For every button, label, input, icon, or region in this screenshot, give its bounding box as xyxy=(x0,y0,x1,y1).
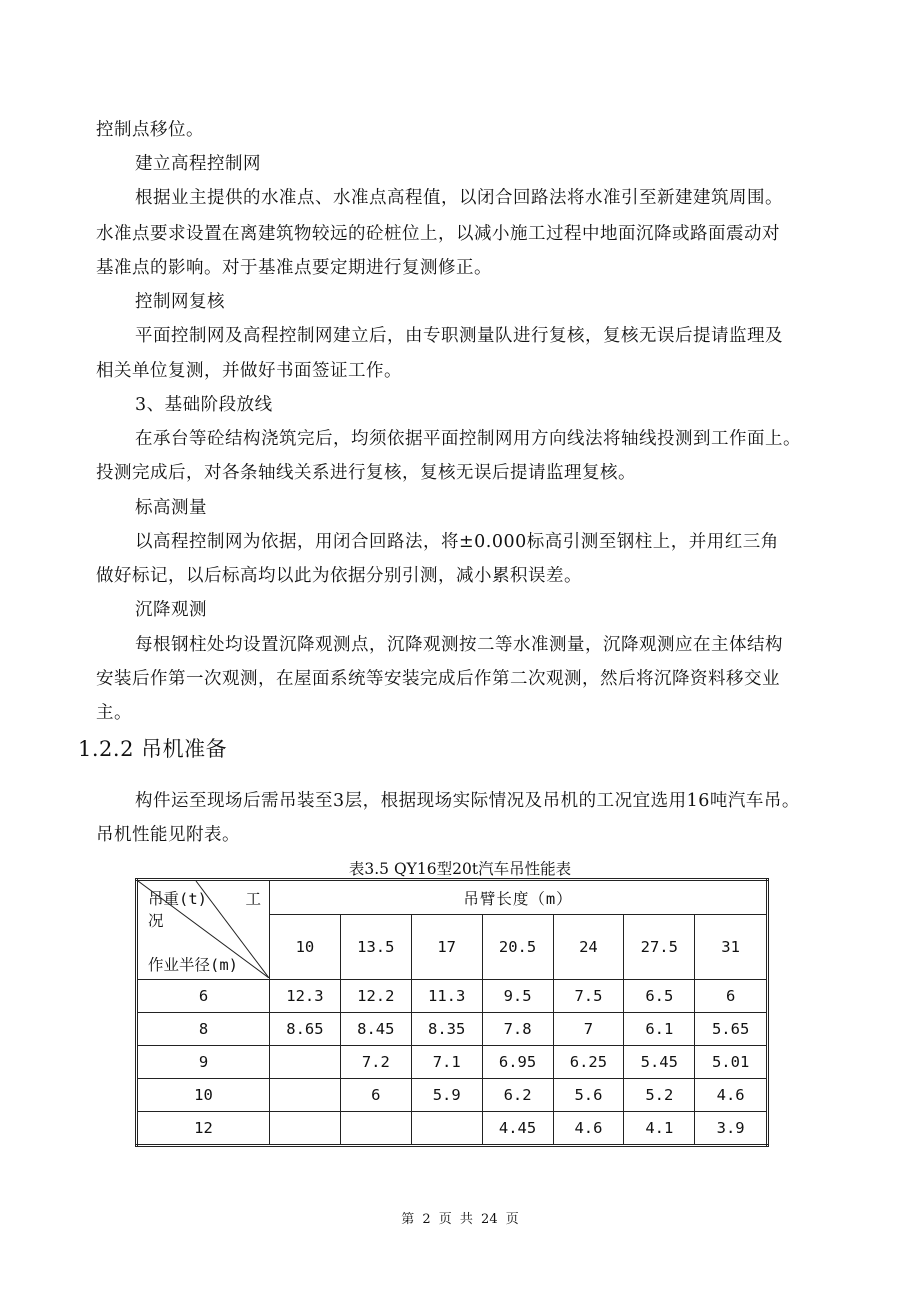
load-value-cell: 7.5 xyxy=(553,980,624,1013)
load-value-cell xyxy=(411,1112,482,1146)
radius-cell: 8 xyxy=(137,1013,270,1046)
load-value-cell: 3.9 xyxy=(695,1112,768,1146)
table-corner-cell xyxy=(137,880,270,980)
load-value-cell: 8.45 xyxy=(340,1013,411,1046)
load-value-cell xyxy=(270,1112,341,1146)
paragraph-line: 每根钢柱处均设置沉降观测点，沉降观测按二等水准测量，沉降观测应在主体结构 xyxy=(135,635,783,655)
load-value-cell: 7 xyxy=(553,1013,624,1046)
boom-length-cell: 10 xyxy=(270,915,341,980)
table-row xyxy=(137,1079,768,1112)
subheading: 标高测量 xyxy=(135,498,207,518)
subheading: 沉降观测 xyxy=(135,600,207,620)
paragraph-line: 安装后作第一次观测，在屋面系统等安装完成后作第二次观测，然后将沉降资料移交业 xyxy=(96,669,780,689)
boom-length-cell: 31 xyxy=(695,915,768,980)
corner-condition-label: 工 xyxy=(245,890,261,908)
load-value-cell: 6 xyxy=(695,980,768,1013)
table-row xyxy=(137,980,768,1013)
load-value-cell xyxy=(270,1046,341,1079)
boom-length-cell: 24 xyxy=(553,915,624,980)
paragraph-line: 投测完成后，对各条轴线关系进行复核，复核无误后提请监理复核。 xyxy=(96,463,636,483)
load-value-cell xyxy=(340,1112,411,1146)
boom-length-cell: 13.5 xyxy=(340,915,411,980)
boom-length-cell: 17 xyxy=(411,915,482,980)
subheading: 建立高程控制网 xyxy=(135,154,261,174)
paragraph-line: 吊机性能见附表。 xyxy=(96,825,240,845)
load-value-cell: 5.01 xyxy=(695,1046,768,1079)
load-value-cell: 7.8 xyxy=(482,1013,553,1046)
paragraph-line: 相关单位复测，并做好书面签证工作。 xyxy=(96,361,402,381)
corner-load-label: 吊重(t) xyxy=(148,890,207,908)
radius-cell: 12 xyxy=(137,1112,270,1146)
table-row xyxy=(137,1046,768,1079)
paragraph-line: 以高程控制网为依据，用闭合回路法，将±0.000标高引测至钢柱上，并用红三角 xyxy=(135,532,779,552)
load-value-cell: 6.5 xyxy=(624,980,695,1013)
radius-cell: 9 xyxy=(137,1046,270,1079)
radius-cell: 6 xyxy=(137,980,270,1013)
load-value-cell: 8.65 xyxy=(270,1013,341,1046)
boom-length-header: 吊臂长度（m） xyxy=(270,880,768,915)
paragraph-line: 主。 xyxy=(96,703,132,723)
load-value-cell: 5.6 xyxy=(553,1079,624,1112)
load-value-cell: 6.25 xyxy=(553,1046,624,1079)
boom-length-cell: 20.5 xyxy=(482,915,553,980)
load-value-cell: 12.3 xyxy=(270,980,341,1013)
corner-radius-label: 作业半径(m) xyxy=(148,956,238,974)
crane-performance-table xyxy=(135,878,769,1147)
load-value-cell: 7.2 xyxy=(340,1046,411,1079)
load-value-cell: 5.45 xyxy=(624,1046,695,1079)
paragraph-line: 做好标记，以后标高均以此为依据分别引测，减小累积误差。 xyxy=(96,566,582,586)
load-value-cell: 4.6 xyxy=(553,1112,624,1146)
load-value-cell: 5.2 xyxy=(624,1079,695,1112)
paragraph-line: 平面控制网及高程控制网建立后，由专职测量队进行复核，复核无误后提请监理及 xyxy=(135,326,783,346)
load-value-cell: 6 xyxy=(340,1079,411,1112)
table-row xyxy=(137,1013,768,1046)
load-value-cell: 11.3 xyxy=(411,980,482,1013)
load-value-cell: 9.5 xyxy=(482,980,553,1013)
load-value-cell: 4.1 xyxy=(624,1112,695,1146)
corner-condition-label: 况 xyxy=(148,912,164,930)
load-value-cell: 6.95 xyxy=(482,1046,553,1079)
load-value-cell: 4.6 xyxy=(695,1079,768,1112)
paragraph-line: 控制点移位。 xyxy=(96,120,204,140)
load-value-cell: 6.2 xyxy=(482,1079,553,1112)
load-value-cell: 8.35 xyxy=(411,1013,482,1046)
paragraph-line: 构件运至现场后需吊装至3层，根据现场实际情况及吊机的工况宜选用16吨汽车吊。 xyxy=(135,791,800,811)
radius-cell: 10 xyxy=(137,1079,270,1112)
table-row xyxy=(137,1112,768,1146)
paragraph-line: 基准点的影响。对于基准点要定期进行复测修正。 xyxy=(96,258,492,278)
page-footer: 第 2 页 共 24 页 xyxy=(401,1212,519,1227)
load-value-cell: 12.2 xyxy=(340,980,411,1013)
subheading: 控制网复核 xyxy=(135,292,225,312)
table-caption: 表3.5 QY16型20t汽车吊性能表 xyxy=(348,860,572,878)
paragraph-line: 水准点要求设置在离建筑物较远的砼桩位上，以减小施工过程中地面沉降或路面震动对 xyxy=(96,224,780,244)
load-value-cell: 5.9 xyxy=(411,1079,482,1112)
load-value-cell: 7.1 xyxy=(411,1046,482,1079)
subheading: 3、基础阶段放线 xyxy=(135,395,273,415)
section-heading: 1.2.2 吊机准备 xyxy=(78,737,228,761)
paragraph-line: 根据业主提供的水准点、水准点高程值，以闭合回路法将水准引至新建建筑周围。 xyxy=(135,188,783,208)
load-value-cell xyxy=(270,1079,341,1112)
load-value-cell: 6.1 xyxy=(624,1013,695,1046)
load-value-cell: 4.45 xyxy=(482,1112,553,1146)
paragraph-line: 在承台等砼结构浇筑完后，均须依据平面控制网用方向线法将轴线投测到工作面上。 xyxy=(135,429,801,449)
load-value-cell: 5.65 xyxy=(695,1013,768,1046)
boom-length-cell: 27.5 xyxy=(624,915,695,980)
